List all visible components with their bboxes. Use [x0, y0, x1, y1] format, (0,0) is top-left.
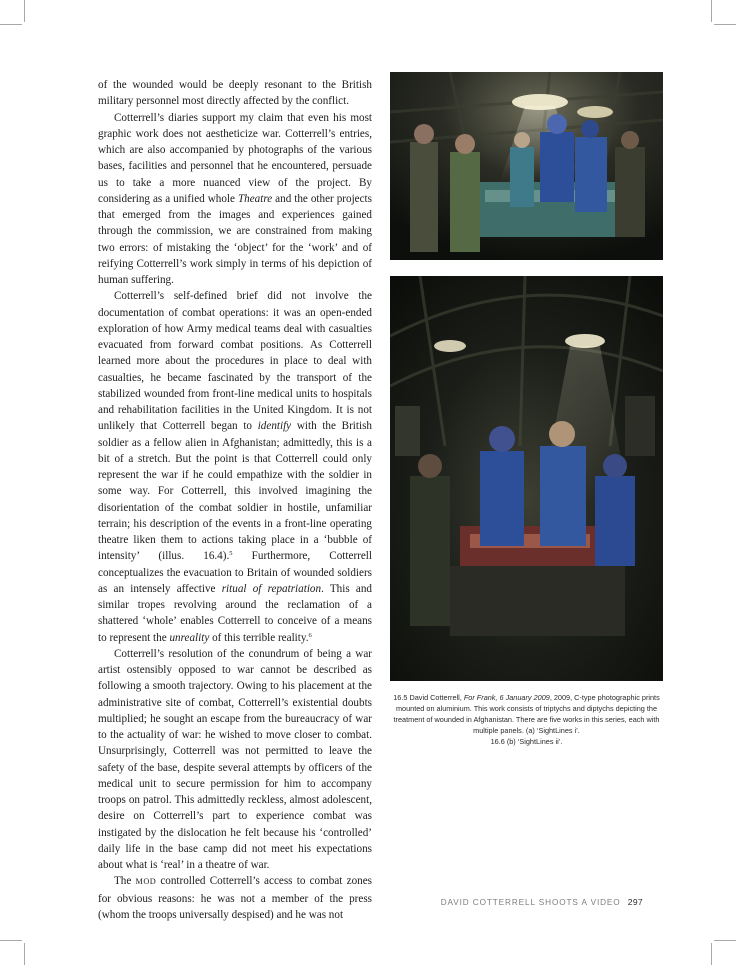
- paragraph: Cotterrell’s resolution of the conundrum of being a war artist ostensibly opposed to war cannot be described as following a smooth trajectory. Owing to his placement at the administrative site of combat, Cotterrell’s existential doubts multiplied; he sought an escape from the bureaucracy of war to the actuality of war: he wished to move closer to combat. Unsurprisingly, Cotterrell was not permitted to leave the safety of the base, despite several attempts by officers of the medical unit to secure permission for him to accompany troops on patrol. This admittedly reckless, almost adolescent, desire on Cotterrell’s part to experience combat was instigated by the dislocation he felt because his ‘controlled’ daily life in the base camp did not meet his expectations about what is ‘real’ in a theatre of war.: [98, 647, 372, 871]
- crop-mark: [711, 943, 712, 965]
- paragraph: Cotterrell’s diaries support my claim that even his most graphic work does not aestheticize war. Cotterrell’s entries, which are also accompanied by photographs of the various bases, facilities and personnel that he encountered, persuade us to take a more nuanced view of the project. By considering as a unified whole Theatre and the other projects that emerged from the images and experiences gained through the commission, we are constrained from making two errors: of mistaking the ‘object’ for the ‘work’ and of reifying Cotterrell’s work simply in terms of his depiction of human suffering.: [98, 111, 372, 286]
- page-number: 297: [627, 897, 643, 907]
- paragraph: Cotterrell’s self-defined brief did not involve the documentation of combat operations: it was an open-ended exploration of how Army medical teams deal with casualties evacuated from forward combat positions. As Cotterrell learned more about the procedures in place to deal with casualties, he became fascinated by the transport of the stabilized wounded from front-line medical units to hospitals and rehabilitation facilities in the United Kingdom. It is not unlikely that Cotterrell began to identify with the British soldier as a fellow alien in Afghanistan; admittedly, this is a bit of a stretch. But the point is that Cotterrell could only represent the war if he could empathize with the soldier in some way. For Cotterrell, this involved imagining the disorientation of the combat soldier in hostile, unfamiliar terrain; his description of the events in a front-line operating theatre liken them to actions taking place in a ‘bubble of intensity’ (illus. 16.4).$^5$ Furthermore, Cotterrell conceptualizes the evacuation to Britain of wounded soldiers as an intensely affective ritual of repatriation. This and similar tropes revolving around the reclamation of a shattered ‘whole’ enables Cotterrell to conceive of a means to represent the unreality of this terrible reality.$^6$: [98, 290, 373, 644]
- running-head: DAVID COTTERRELL SHOOTS A VIDEO: [440, 898, 621, 907]
- body-text-column: [98, 77, 372, 923]
- crop-mark: [714, 24, 736, 25]
- footnote-marker[interactable]: 6: [308, 631, 312, 639]
- crop-mark: [0, 24, 22, 25]
- crop-mark: [24, 943, 25, 965]
- crop-mark: [24, 0, 25, 22]
- crop-mark: [711, 0, 712, 22]
- surgery-team-photo: [390, 72, 663, 260]
- figure-caption: [390, 692, 663, 747]
- crop-mark: [0, 940, 22, 941]
- caption-line: 16.6 (b) ‘SightLines ii’.: [490, 737, 563, 746]
- footnote-marker[interactable]: 5: [229, 550, 233, 558]
- photograph-surgery-team-icon: [390, 72, 663, 260]
- page-footer: [441, 897, 643, 907]
- photograph-field-operating-theatre-icon: [390, 276, 663, 681]
- paragraph: The MOD controlled Cotterrell’s access to combat zones for obvious reasons: he was not a member of the press (whom the troops universally despised) and he was not: [98, 875, 372, 921]
- paragraph: of the wounded would be deeply resonant to the British military personnel most directly affected by the conflict.: [98, 79, 372, 108]
- operating-theatre-photo: [390, 276, 663, 681]
- crop-mark: [714, 940, 736, 941]
- caption-line: 16.5 David Cotterrell, For Frank, 6 January 2009, 2009, C-type photographic prints mounted on aluminium. This work consists of triptychs and diptychs depicting the treatment of wounded in Afghanistan. There are five works in this series, each with multiple panels. (a) ‘SightLines i’.: [393, 693, 660, 735]
